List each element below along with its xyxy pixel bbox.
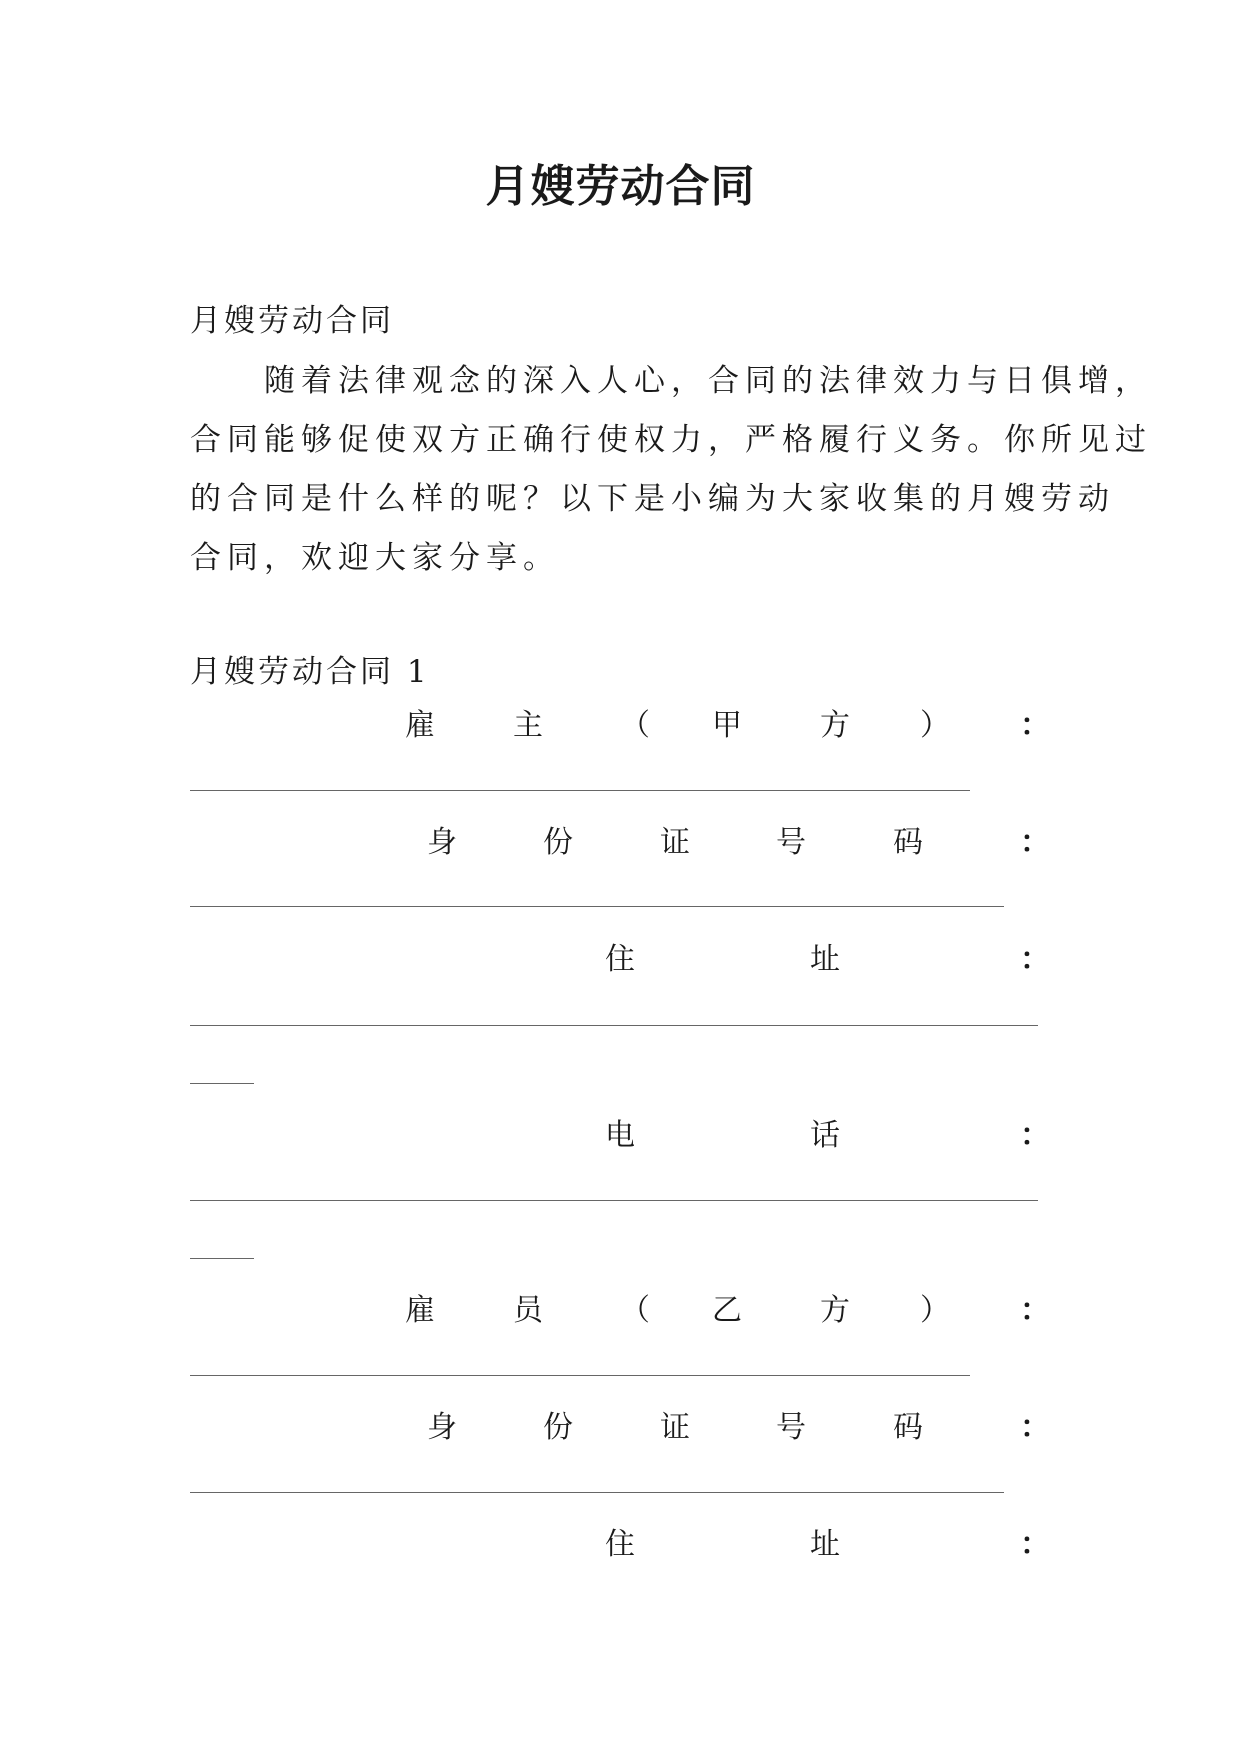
employer-id-label-row — [190, 817, 1050, 860]
employer-label-row — [190, 700, 1050, 743]
label-char: 住 — [605, 942, 635, 977]
label-char: 雇 — [405, 1293, 435, 1328]
employer-address-blank-line — [190, 1025, 1038, 1026]
employer-phone-blank-line-continued — [190, 1258, 254, 1259]
label-char: 电 — [605, 1118, 635, 1153]
label-char: （ — [620, 708, 650, 743]
document-subtitle: 月嫂劳动合同 — [190, 303, 394, 339]
intro-line: 的合同是什么样的呢？以下是小编为大家收集的月嫂劳动 — [190, 481, 1115, 517]
label-char: ） — [920, 1293, 950, 1328]
employee-blank-line — [190, 1375, 970, 1376]
label-char: 号 — [776, 1410, 806, 1445]
label-colon: ： — [1020, 1293, 1050, 1328]
employer-id-blank-line — [190, 906, 1004, 907]
intro-line: 合同，欢迎大家分享。 — [190, 540, 560, 576]
employee-id-blank-line — [190, 1492, 1004, 1493]
label-char: 乙 — [712, 1293, 742, 1328]
document-title: 月嫂劳动合同 — [485, 161, 756, 212]
label-char: 话 — [810, 1118, 840, 1153]
employee-id-label-row — [190, 1402, 1050, 1445]
employer-phone-label-row — [190, 1110, 1050, 1153]
employer-address-label-row — [190, 934, 1050, 977]
label-char: 身 — [427, 1410, 457, 1445]
label-char: 方 — [820, 708, 850, 743]
section-heading: 月嫂劳动合同 1 — [190, 654, 430, 690]
label-char: 份 — [543, 825, 573, 860]
label-char: 甲 — [712, 708, 742, 743]
label-char: 雇 — [405, 708, 435, 743]
label-char: 住 — [605, 1527, 635, 1562]
label-colon: ： — [1020, 1527, 1050, 1562]
label-char: 址 — [810, 1527, 840, 1562]
label-char: 份 — [543, 1410, 573, 1445]
label-colon: ： — [1020, 825, 1050, 860]
label-char: 主 — [513, 708, 543, 743]
label-colon: ： — [1020, 942, 1050, 977]
label-char: （ — [620, 1293, 650, 1328]
label-char: 码 — [893, 825, 923, 860]
employer-phone-blank-line — [190, 1200, 1038, 1201]
intro-paragraph — [190, 352, 1152, 588]
label-char: 证 — [660, 1410, 690, 1445]
label-char: 方 — [820, 1293, 850, 1328]
label-char: ） — [920, 708, 950, 743]
employer-address-blank-line-continued — [190, 1083, 254, 1084]
label-colon: ： — [1020, 1410, 1050, 1445]
label-char: 号 — [776, 825, 806, 860]
label-colon: ： — [1020, 1118, 1050, 1153]
label-char: 证 — [660, 825, 690, 860]
label-colon: ： — [1020, 708, 1050, 743]
employee-address-label-row — [190, 1519, 1050, 1562]
intro-line: 合同能够促使双方正确行使权力，严格履行义务。你所见过 — [190, 422, 1152, 458]
label-char: 码 — [893, 1410, 923, 1445]
intro-line: 随着法律观念的深入人心，合同的法律效力与日俱增， — [190, 363, 1152, 399]
employee-label-row — [190, 1285, 1050, 1328]
label-char: 身 — [427, 825, 457, 860]
label-char: 员 — [513, 1293, 543, 1328]
employer-blank-line — [190, 790, 970, 791]
label-char: 址 — [810, 942, 840, 977]
